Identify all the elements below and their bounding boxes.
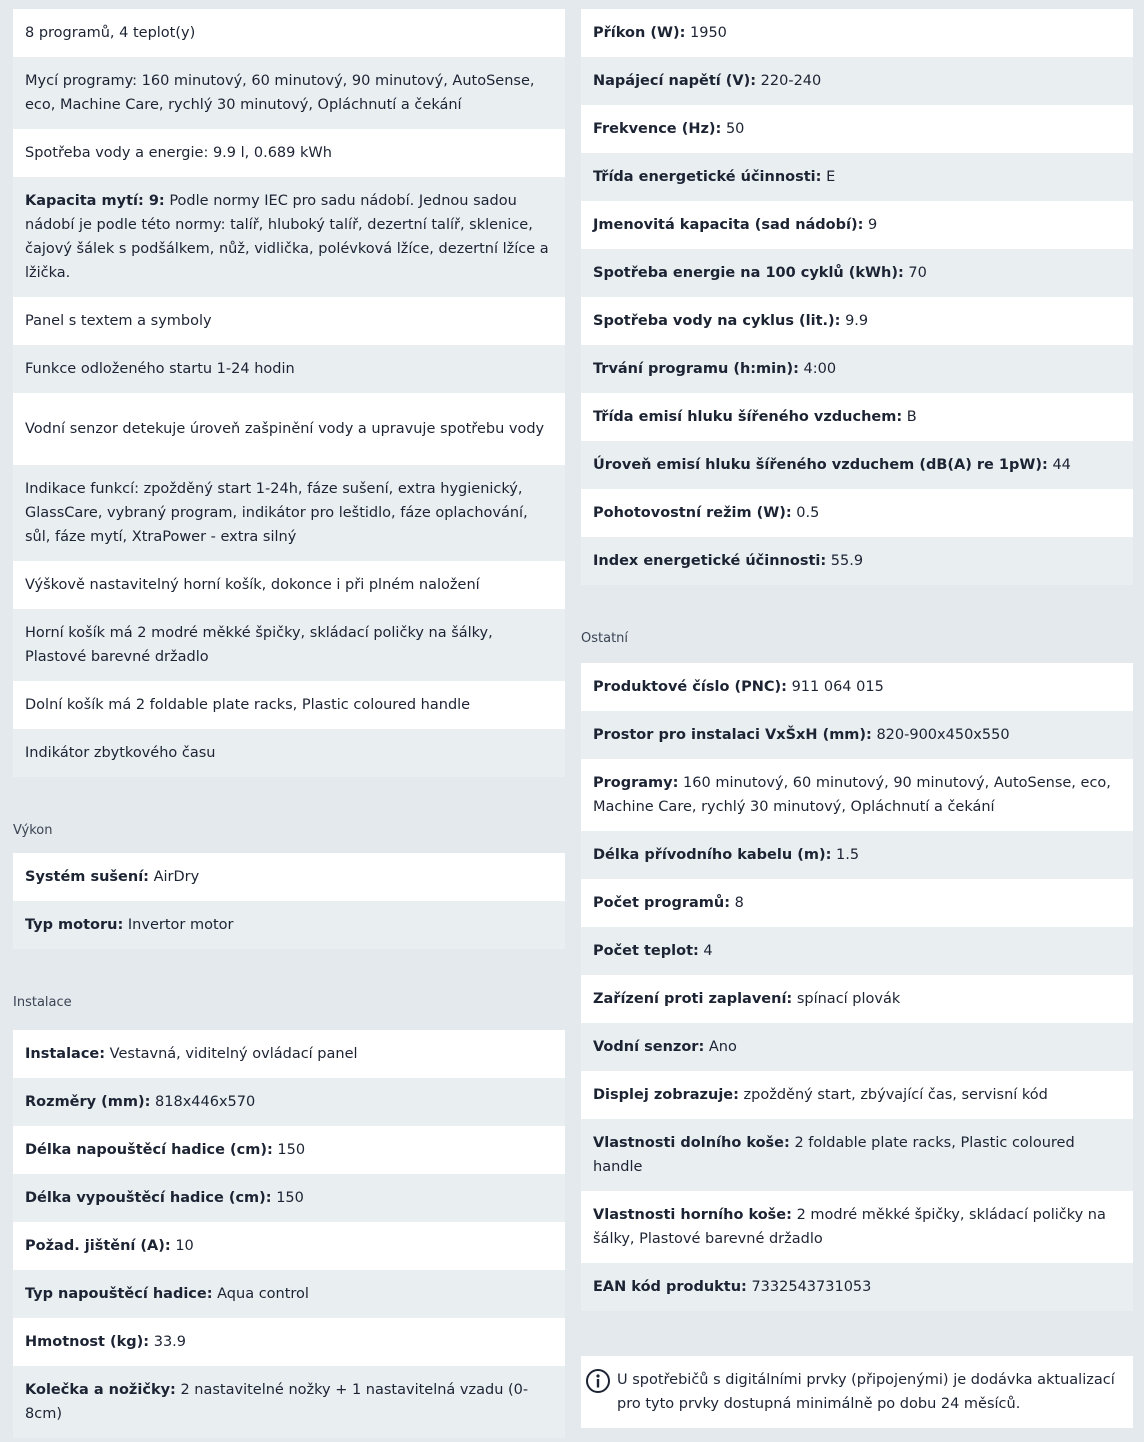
spec-value: 9 xyxy=(868,217,878,233)
spec-value: B xyxy=(906,409,917,425)
feature-text: Vodní senzor detekuje úroveň zašpinění vody a upravuje spotřebu vody xyxy=(25,421,545,437)
spec-label: Prostor pro instalaci VxŠxH (mm): xyxy=(593,727,872,743)
spec-label: Index energetické účinnosti: xyxy=(593,553,827,569)
spec-row xyxy=(581,297,1133,345)
spec-value: 220-240 xyxy=(760,73,822,89)
spec-value: 2 foldable plate racks, Plastic coloured handle xyxy=(593,1135,1075,1175)
spec-label: Spotřeba vody na cyklus (lit.): xyxy=(593,313,841,329)
spec-label: Programy: xyxy=(593,775,679,791)
spec-row xyxy=(581,489,1133,537)
spec-value: 150 xyxy=(276,1190,304,1206)
feature-row xyxy=(13,561,565,609)
section-title-vykon: Výkon xyxy=(13,823,53,838)
spec-label: Zařízení proti zaplavení: xyxy=(593,991,793,1007)
spec-row xyxy=(581,975,1133,1023)
feature-row xyxy=(13,729,565,777)
spec-row xyxy=(581,879,1133,927)
digital-updates-notice xyxy=(581,1356,1133,1428)
ostatni-list xyxy=(581,663,1133,1311)
spec-row xyxy=(13,1270,565,1318)
spec-label: Požad. jištění (A): xyxy=(25,1238,171,1254)
left-column xyxy=(13,9,565,1438)
feature-row xyxy=(13,609,565,681)
spec-row xyxy=(581,831,1133,879)
spec-row xyxy=(581,393,1133,441)
spec-row xyxy=(13,1078,565,1126)
feature-row xyxy=(13,681,565,729)
spec-label: EAN kód produktu: xyxy=(593,1279,747,1295)
feature-text: Dolní košík má 2 foldable plate racks, Plastic coloured handle xyxy=(25,697,471,713)
spec-row xyxy=(13,1030,565,1078)
feature-row xyxy=(13,177,565,297)
spec-row xyxy=(13,1318,565,1366)
feature-text: Horní košík má 2 modré měkké špičky, skládací poličky na šálky, Plastové barevné držadlo xyxy=(25,625,493,665)
spec-label: Vlastnosti horního koše: xyxy=(593,1207,792,1223)
spec-value: E xyxy=(826,169,836,185)
spec-label: Počet teplot: xyxy=(593,943,699,959)
spec-label: Systém sušení: xyxy=(25,869,149,885)
spec-value: 33.9 xyxy=(153,1334,187,1350)
spec-value: 160 minutový, 60 minutový, 90 minutový, AutoSense, eco, Machine Care, rychlý 30 minutový, Opláchnutí a čekání xyxy=(593,775,1111,815)
section-title-instalace: Instalace xyxy=(13,995,72,1010)
spec-value: 911 064 015 xyxy=(791,679,884,695)
spec-value: 70 xyxy=(908,265,927,281)
feature-label: Kapacita mytí: 9: xyxy=(25,193,165,209)
spec-label: Trvání programu (h:min): xyxy=(593,361,799,377)
spec-value: 1950 xyxy=(690,25,727,41)
spec-row xyxy=(581,105,1133,153)
spec-label: Kolečka a nožičky: xyxy=(25,1382,176,1398)
spec-label: Spotřeba energie na 100 cyklů (kWh): xyxy=(593,265,904,281)
feature-row xyxy=(13,465,565,561)
feature-row xyxy=(13,297,565,345)
feature-text: Spotřeba vody a energie: 9.9 l, 0.689 kWh xyxy=(25,145,332,161)
spec-label: Typ napouštěcí hadice: xyxy=(25,1286,213,1302)
spec-row xyxy=(13,1222,565,1270)
spec-value: spínací plovák xyxy=(796,991,901,1007)
spec-label: Napájecí napětí (V): xyxy=(593,73,757,89)
spec-row xyxy=(581,345,1133,393)
spec-label: Délka vypouštěcí hadice (cm): xyxy=(25,1190,272,1206)
spec-row xyxy=(581,441,1133,489)
spec-value: 55.9 xyxy=(830,553,864,569)
spec-value: Aqua control xyxy=(217,1286,309,1302)
spec-label: Pohotovostní režim (W): xyxy=(593,505,792,521)
spec-value: AirDry xyxy=(153,869,200,885)
spec-row xyxy=(581,201,1133,249)
spec-value: 50 xyxy=(725,121,745,137)
spec-value: 1.5 xyxy=(836,847,860,863)
spec-value: 4 xyxy=(703,943,713,959)
spec-label: Displej zobrazuje: xyxy=(593,1087,739,1103)
spec-row xyxy=(13,901,565,949)
feature-text: Funkce odloženého startu 1-24 hodin xyxy=(25,361,295,377)
feature-row xyxy=(13,129,565,177)
spec-value: 8 xyxy=(734,895,744,911)
spec-value: 150 xyxy=(277,1142,306,1158)
spec-label: Rozměry (mm): xyxy=(25,1094,151,1110)
spec-label: Počet programů: xyxy=(593,895,731,911)
spec-row xyxy=(13,853,565,901)
spec-row xyxy=(13,1366,565,1438)
spec-row xyxy=(581,759,1133,831)
feature-row xyxy=(13,9,565,57)
spec-label: Jmenovitá kapacita (sad nádobí): xyxy=(593,217,864,233)
spec-value: Vestavná, viditelný ovládací panel xyxy=(109,1046,358,1062)
feature-text: Výškově nastavitelný horní košík, dokonce i při plném naložení xyxy=(25,577,480,593)
spec-row xyxy=(581,927,1133,975)
spec-label: Třída emisí hluku šířeného vzduchem: xyxy=(593,409,903,425)
feature-row xyxy=(13,345,565,393)
spec-row xyxy=(581,1119,1133,1191)
spec-label: Úroveň emisí hluku šířeného vzduchem (dB(A) re 1pW): xyxy=(593,457,1048,473)
spec-label: Vlastnosti dolního koše: xyxy=(593,1135,790,1151)
spec-label: Délka přívodního kabelu (m): xyxy=(593,847,832,863)
spec-row xyxy=(13,1126,565,1174)
spec-value: 818x446x570 xyxy=(155,1094,256,1110)
spec-label: Délka napouštěcí hadice (cm): xyxy=(25,1142,273,1158)
features-list xyxy=(13,9,565,777)
spec-label: Příkon (W): xyxy=(593,25,686,41)
spec-label: Produktové číslo (PNC): xyxy=(593,679,787,695)
feature-text: Indikace funkcí: zpožděný start 1-24h, fáze sušení, extra hygienický, GlassCare, vybraný program, indikátor pro leštidlo, fáze oplachování, sůl, fáze mytí, XtraPower - extra silný xyxy=(25,481,528,545)
spec-row xyxy=(581,1263,1133,1311)
spec-row xyxy=(581,1191,1133,1263)
feature-text: 8 programů, 4 teplot(y) xyxy=(25,25,196,41)
spec-row xyxy=(581,537,1133,585)
spec-value: 9.9 xyxy=(845,313,869,329)
spec-row xyxy=(13,1174,565,1222)
spec-row xyxy=(581,57,1133,105)
feature-row xyxy=(13,393,565,465)
spec-row xyxy=(581,153,1133,201)
section-title-ostatni: Ostatní xyxy=(581,631,629,646)
spec-value: 820-900x450x550 xyxy=(876,727,1010,743)
info-icon xyxy=(585,1368,611,1394)
instalace-list xyxy=(13,1030,565,1438)
spec-label: Instalace: xyxy=(25,1046,106,1062)
spec-label: Frekvence (Hz): xyxy=(593,121,722,137)
spec-label: Hmotnost (kg): xyxy=(25,1334,150,1350)
spec-list xyxy=(581,9,1133,585)
spec-label: Třída energetické účinnosti: xyxy=(593,169,822,185)
right-column xyxy=(581,9,1133,1428)
spec-label: Typ motoru: xyxy=(25,917,124,933)
spec-value: 2 nastavitelné nožky + 1 nastavitelná vzadu (0-8cm) xyxy=(25,1382,529,1422)
feature-text: Mycí programy: 160 minutový, 60 minutový, 90 minutový, AutoSense, eco, Machine Care, rychlý 30 minutový, Opláchnutí a čekání xyxy=(25,73,535,113)
feature-row xyxy=(13,57,565,129)
feature-text: Indikátor zbytkového času xyxy=(25,745,216,761)
spec-row xyxy=(581,663,1133,711)
spec-value: 10 xyxy=(175,1238,194,1254)
spec-value: 44 xyxy=(1052,457,1071,473)
spec-value: zpožděný start, zbývající čas, servisní kód xyxy=(743,1087,1048,1103)
spec-row xyxy=(581,1071,1133,1119)
spec-row xyxy=(581,9,1133,57)
notice-text: U spotřebičů s digitálními prvky (připojenými) je dodávka aktualizací pro tyto prvky dostupná minimálně po dobu 24 měsíců. xyxy=(617,1372,1115,1412)
spec-value: 2 modré měkké špičky, skládací poličky na šálky, Plastové barevné držadlo xyxy=(593,1207,1106,1247)
spec-row xyxy=(581,249,1133,297)
spec-value: Ano xyxy=(708,1039,737,1055)
spec-value: 7332543731053 xyxy=(751,1279,872,1295)
spec-row xyxy=(581,1023,1133,1071)
spec-row xyxy=(581,711,1133,759)
vykon-list xyxy=(13,853,565,949)
feature-text: Podle normy IEC pro sadu nádobí. Jednou sadou nádobí je podle této normy: talíř, hluboký talíř, dezertní talíř, sklenice, čajový šálek s podšálkem, nůž, vidlička, polévková lžíce, dezertní lžíce a lžička. xyxy=(25,193,549,281)
spec-value: 0.5 xyxy=(796,505,820,521)
spec-label: Vodní senzor: xyxy=(593,1039,705,1055)
feature-text: Panel s textem a symboly xyxy=(25,313,212,329)
spec-value: 4:00 xyxy=(803,361,837,377)
spec-value: Invertor motor xyxy=(127,917,234,933)
